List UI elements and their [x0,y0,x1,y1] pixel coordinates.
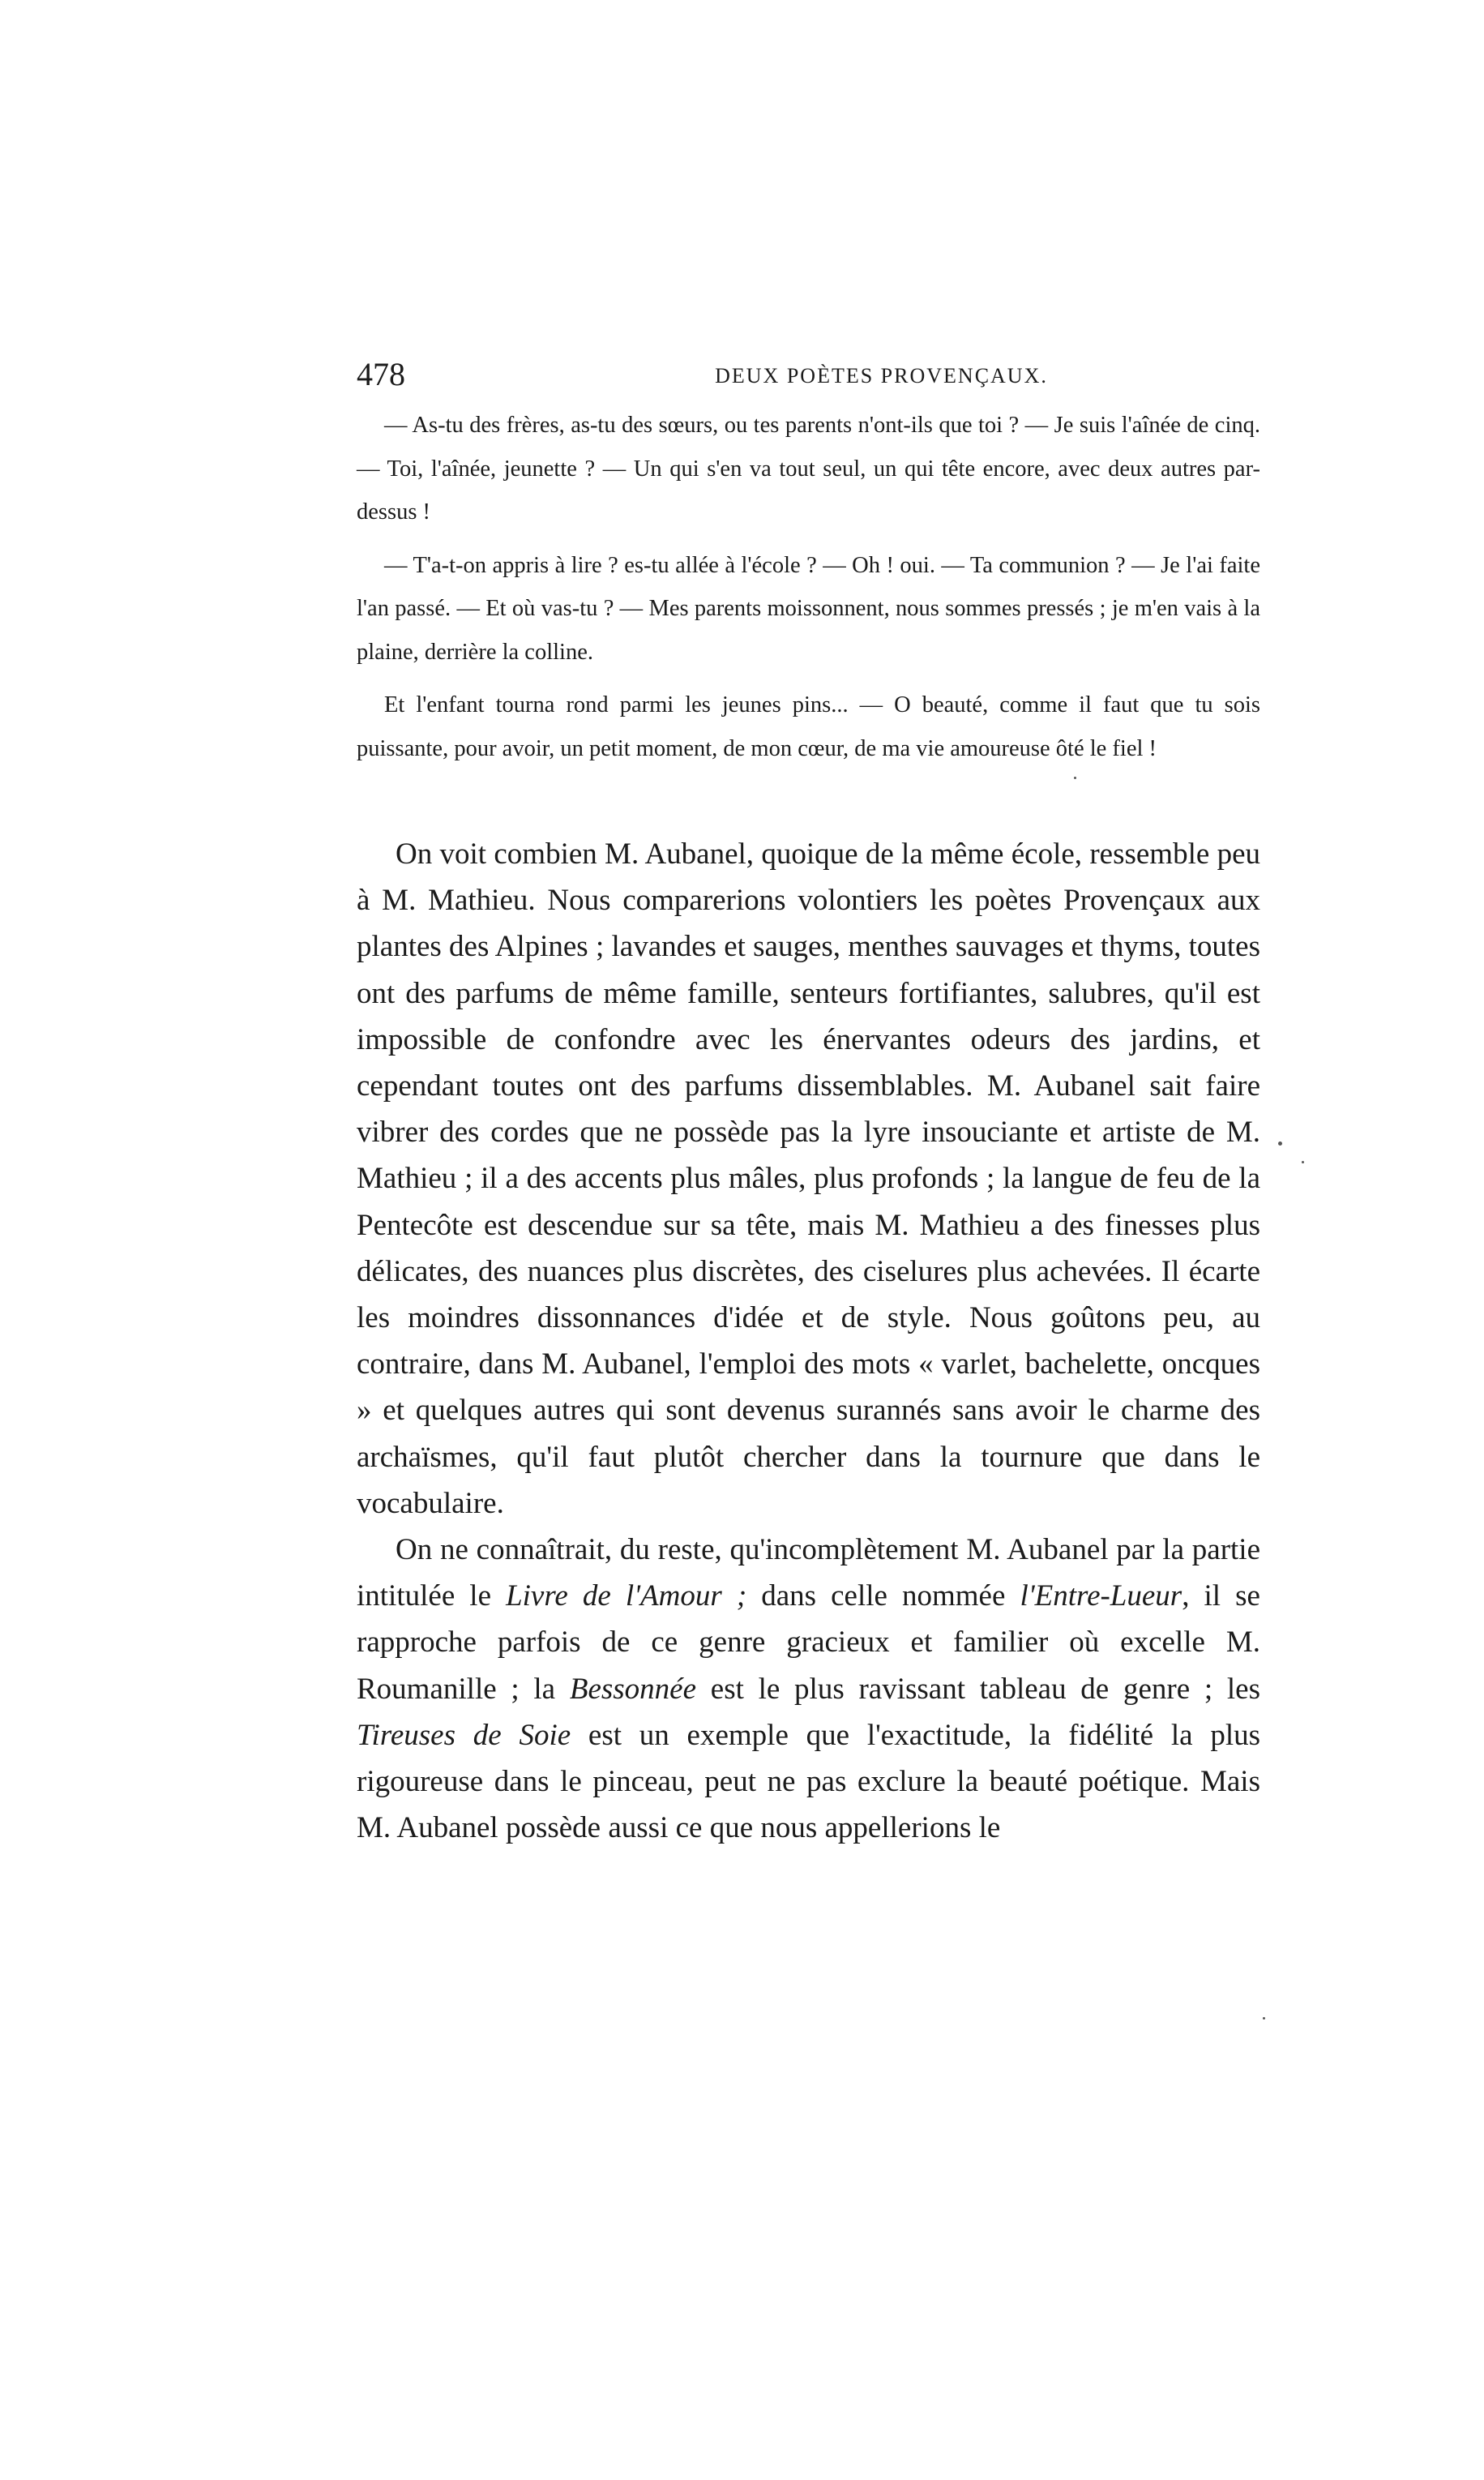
text-run: est un exemple que l'exactitude, la fidélité la plus rigoureuse dans le pinceau, peut ne pas exclure la beauté poétique. Mais M. Aubanel possède aussi ce que nous appellerions le [357,1718,1261,1845]
running-title: DEUX POÈTES PROVENÇAUX. [715,364,1048,388]
page-header [357,352,1260,397]
quote-paragraph-2: — T'a-t-on appris à lire ? es-tu allée à l'école ? — Oh ! oui. — Ta communion ? — Je l'ai faite l'an passé. — Et où vas-tu ? — Mes parents moissonnent, nous sommes pressés ; je m'en vais à la plaine, derrière la colline. [357,552,1260,665]
text-run: est le plus ravissant tableau de genre ; les [696,1672,1261,1706]
quote-paragraph-3: Et l'enfant tourna rond parmi les jeunes pins... — O beauté, comme il faut que tu sois puissante, pour avoir, un petit moment, de mon cœur, de ma vie amoureuse ôté le fiel ! [357,692,1260,761]
italic-title-entre-lueur: l'Entre-Lueur [1020,1579,1182,1613]
page-number: 478 [357,356,405,392]
text-run: On ne connaîtrait, du reste, qu'incomplètement M. Aubanel par la partie intitulée le [357,1533,1260,1613]
paper-speck [1074,777,1076,779]
body-paragraph-2 [357,1527,1260,1851]
paper-speck [1278,1141,1282,1146]
italic-title-livre-de-l-amour: Livre de l'Amour ; [506,1579,747,1613]
body-paragraph-1: On voit combien M. Aubanel, quoique de la même école, ressemble peu à M. Mathieu. Nous comparerions volontiers les poètes Provençaux aux plantes des Alpines ; lavandes et sauges, menthes sauvages et thyms, toutes ont des parfums de même famille, senteurs fortifiantes, salubres, qu'il est impossible de confondre avec les énervantes odeurs des jardins, et cependant toutes ont des parfums dissemblables. M. Aubanel sait faire vibrer des cordes que ne possède pas la lyre insouciante et artiste de M. Mathieu ; il a des accents plus mâles, plus profonds ; la langue de feu de la Pentecôte est descendue sur sa tête, mais M. Mathieu a des finesses plus délicates, des nuances plus discrètes, des ciselures plus achevées. Il écarte les moindres dissonnances d'idée et de style. Nous goûtons peu, au contraire, dans M. Aubanel, l'emploi des mots « varlet, bachelette, oncques » et quelques autres qui sont devenus surannés sans avoir le charme des archaïsmes, qu'il faut plutôt chercher dans la tournure que dans le vocabulaire. [357,837,1260,1520]
text-run: dans celle nommée [746,1579,1020,1613]
paper-speck [1263,2017,1265,2020]
main-text [357,831,1260,1851]
quote-paragraph-1: — As-tu des frères, as-tu des sœurs, ou tes parents n'ont-ils que toi ? — Je suis l'aînée de cinq. — Toi, l'aînée, jeunette ? — Un qui s'en va tout seul, un qui tête encore, avec deux autres par-dessus ! [357,413,1260,525]
quoted-translation [357,404,1260,770]
italic-title-bessonnee: Bessonnée [569,1672,697,1706]
paper-speck [1302,1161,1304,1163]
italic-title-tireuses-de-soie: Tireuses de Soie [357,1718,571,1752]
text-run: , il se rapproche parfois de ce genre gracieux et familier où excelle M. Roumanille ; la [357,1579,1260,1706]
